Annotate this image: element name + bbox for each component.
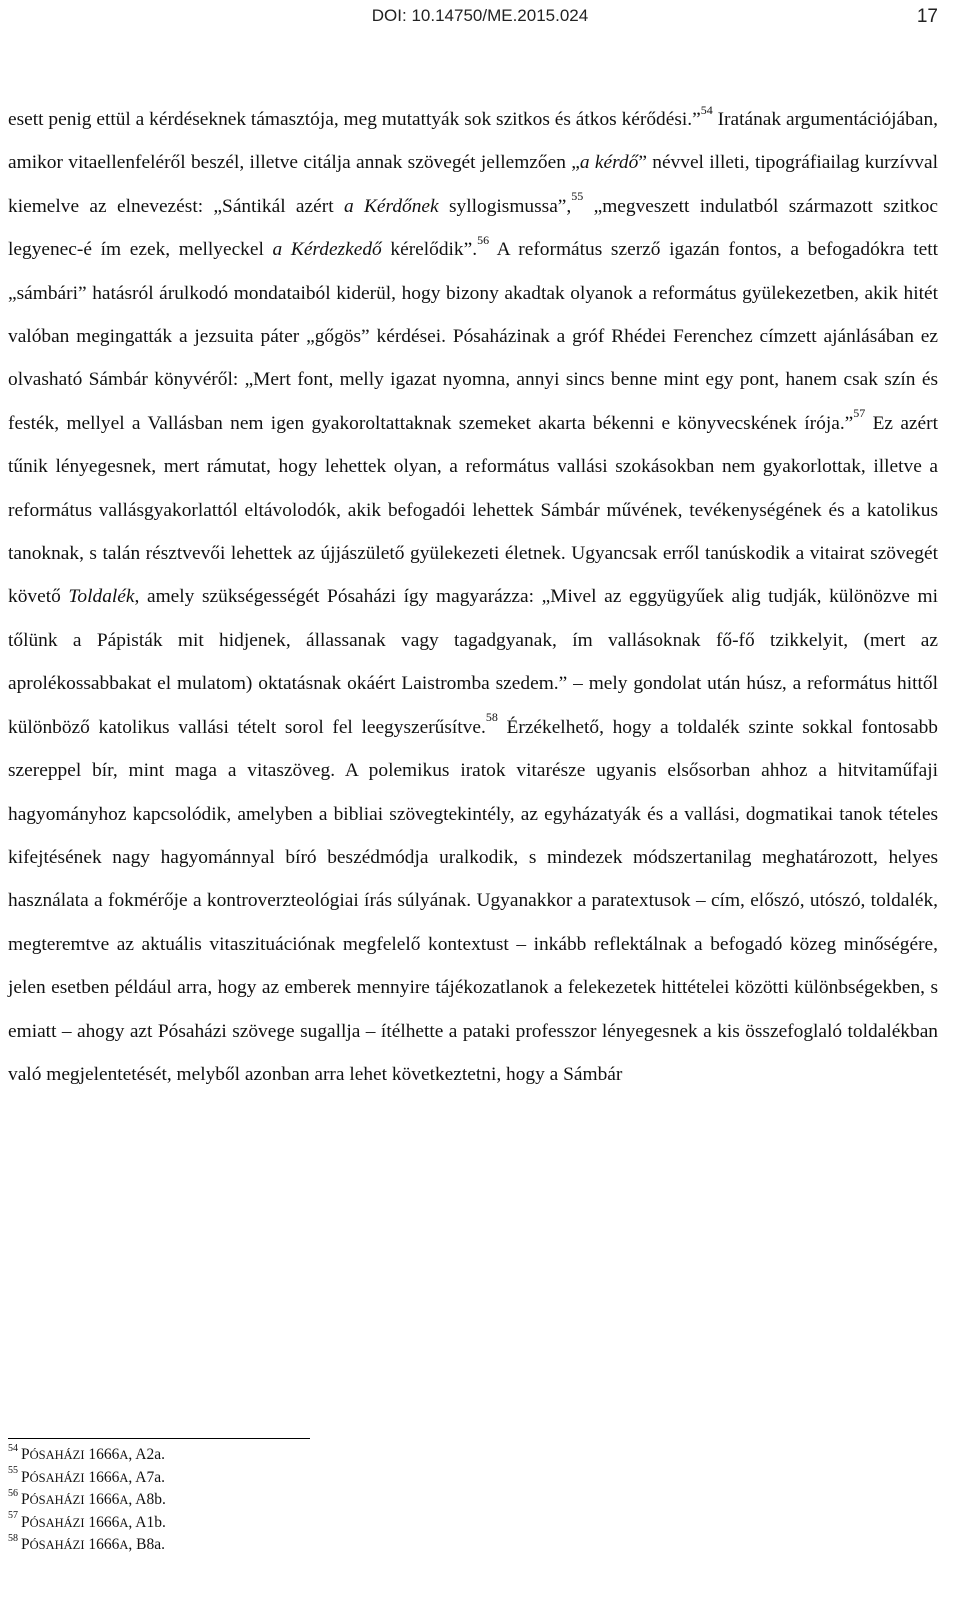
text-run: Érzékelhető, hogy a toldalék szinte sokkal fontosabb szereppel bír, mint maga a vitaszöveg. A polemikus iratok vitarésze ugyanis elsősorban ahhoz a hitvitaműfaji hagyományhoz kapcsolódik, amelyben a bibliai szövegtekintély, az egyházatyák és a vallási, dogmatikai tanok tételes kifejtésének nagy hagyománnyal bíró beszédmódja uralkodik, s mindezek módszertanilag meghatározott, helyes használata a fokmérője a kontroverzteológiai írás súlyának. Ugyanakkor a paratextusok – cím, előszó, utószó, toldalék, megteremtve az aktuális vitaszituációnak megfelelő kontextust – inkább reflektálnak a befogadó közeg minőségére, jelen esetben például arra, hogy az emberek mennyire tájékozatlanok a felekezetek hittételei közötti különbségekben, s emiatt – ahogy azt Pósaházi szövege sugallja – ítélhette a pataki professzor lényegesnek a kis összefoglaló toldalékban való megjelentetését, melyből azonban arra lehet következtetni, hogy a Sámbár: [8, 716, 938, 1085]
italic-term: a kérdő: [579, 152, 639, 174]
footnote-ref-54[interactable]: 54: [700, 102, 713, 117]
footnote-number: 57: [8, 1510, 18, 1522]
footnotes: [8, 1444, 608, 1557]
text-run: esett penig ettül a kérdéseknek támasztója, meg mutattyák sok szitkos és átkos kérődési.”: [8, 109, 701, 130]
text-run: Iratának argumentációjában, amikor vitaellenfeléről beszél, illetve citálja annak szövegét jellemzően „: [8, 109, 938, 174]
italic-term: a Kérdezkedő: [272, 239, 382, 261]
footnote: $^{57}$ PÓSAHÁZI 1666A, A1b.: [8, 1510, 166, 1531]
text-run: Ez azért tűnik lényegesnek, mert rámutat, hogy lehettek olyan, a református vallási szokásokban nem gyakorlottak, illetve a református vallásgyakorlattól eltávolodók, akik befogadói lehettek Sámbár művének, tevékenységének és a katolikus tanoknak, s talán résztvevői lehettek az újjászülető gyülekezeti életnek. Ugyancsak erről tanúskodik a vitairat szövegét követő: [8, 412, 938, 608]
footnote-number: 58: [8, 1532, 18, 1544]
text-run: ” névvel illeti, tipográfiailag kurzívval kiemelve az elnevezést: „Sántikál azért: [8, 152, 938, 217]
italic-term: a Kérdőnek: [343, 195, 439, 217]
footnote-divider: [8, 1438, 310, 1439]
text-run: A református szerző igazán fontos, a befogadókra tett „sámbári” hatásról árulkodó mondataiból kiderül, hogy bizony akadtak olyanok a református gyülekezetben, akik hitét valóban megingatták a jezsuita páter „gőgös” kérdései. Pósaházinak a gróf Rhédei Ferenchez címzett ajánlásában ez olvasható Sámbár könyvéről: „Mert font, melly igazat nyomna, annyi sincs benne mint egy pont, hanem csak szín és festék, mellyel a Vallásban nem igen gyakoroltattaknak szemeket akarta békenni e könyvecskének írója.”: [8, 239, 938, 434]
doi-header: DOI: 10.14750/ME.2015.024: [371, 6, 589, 25]
page-number: 17: [916, 6, 938, 27]
footnote: $^{54}$ PÓSAHÁZI 1666A, A2a.: [8, 1442, 165, 1463]
body-paragraph: [8, 98, 938, 1096]
footnote: $^{56}$ PÓSAHÁZI 1666A, A8b.: [8, 1487, 166, 1508]
footnote-ref-57[interactable]: 57: [853, 406, 866, 421]
text-run: „megveszett indulatból származott szitkoc legyenec-é ím ezek, mellyeckel: [8, 195, 938, 261]
footnote-ref-56[interactable]: 56: [477, 232, 490, 247]
footnote-ref-58[interactable]: 58: [485, 710, 498, 725]
text-run: kérelődik”.: [381, 239, 478, 261]
footnote-number: 54: [8, 1442, 18, 1454]
body-text: [8, 98, 938, 1096]
text-run: syllogismussa”,: [438, 195, 572, 217]
footnote-ref-55[interactable]: 55: [571, 189, 584, 204]
footnote-number: 55: [8, 1465, 18, 1477]
footnote-number: 56: [8, 1487, 18, 1499]
italic-term: Toldalék: [68, 586, 135, 608]
text-run: , amely szükségességét Pósaházi így magyarázza: „Mivel az eggyügyűek alig tudják, különözve mi tőlünk a Pápisták mit hidjenek, állassanak vagy tagadgyanak, ím vallásoknak fő-fő tzikkelyit, (mert az aprolékossabbakat el mulatom) oktatásnak okáért Laistromba szedem.” – mely gondolat után húsz, a református hittől különböző katolikus vallási tételt sorol fel leegyszerűsítve.: [8, 586, 938, 738]
footnote: $^{55}$ PÓSAHÁZI 1666A, A7a.: [8, 1465, 165, 1486]
footnote: $^{58}$ PÓSAHÁZI 1666A, B8a.: [8, 1532, 165, 1553]
